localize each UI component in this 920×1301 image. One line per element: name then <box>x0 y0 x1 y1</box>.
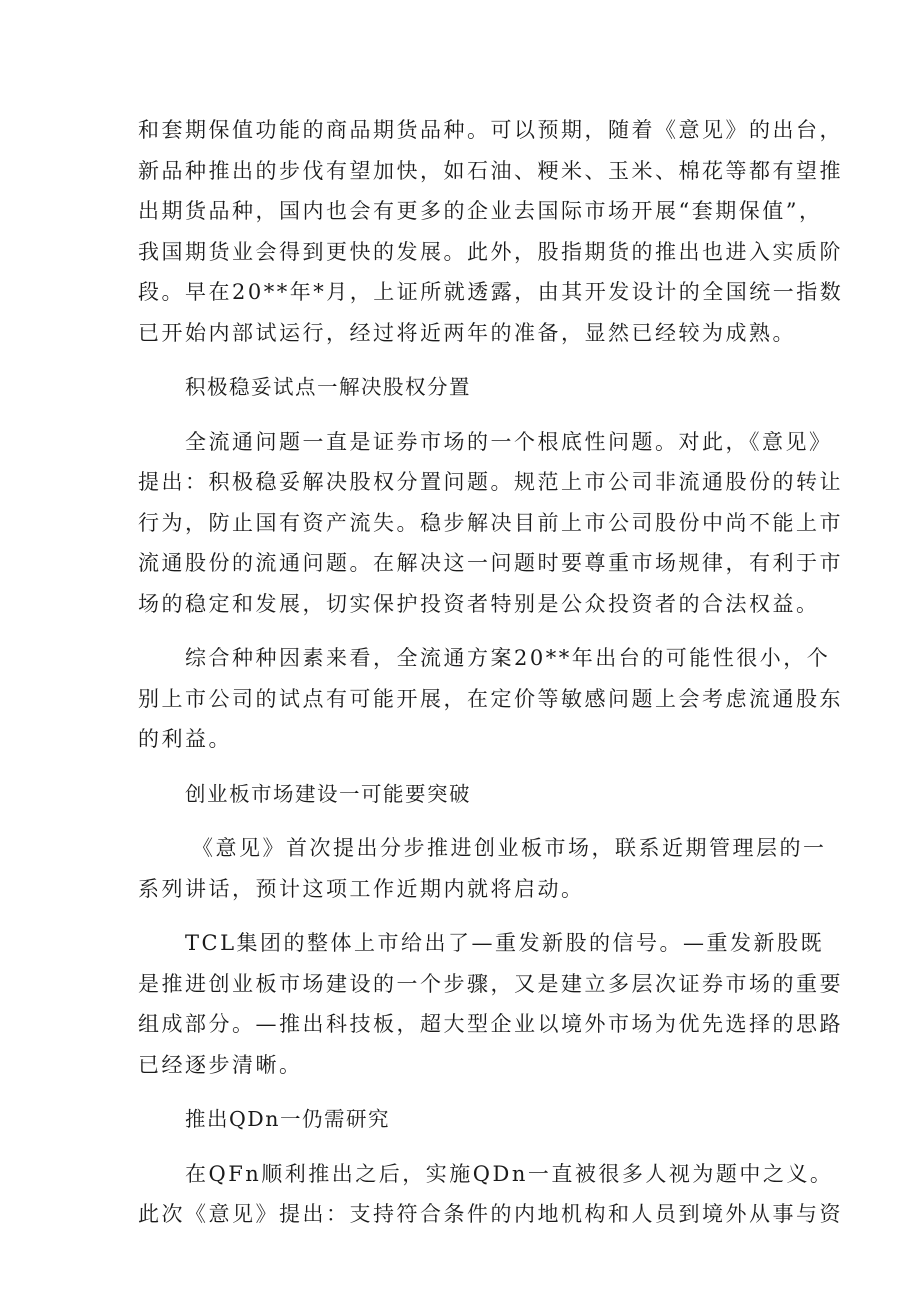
text-line: 段。早在20**年*月，上证所就透露，由其开发设计的全国统一指数 <box>138 280 844 304</box>
heading-text: 积极稳妥试点一解决股权分置 <box>185 375 471 399</box>
text-line: 和套期保值功能的商品期货品种。可以预期，随着《意见》的出台， <box>138 118 843 142</box>
text-line: 此次《意见》提出：支持符合条件的内地机构和人员到境外从事与资 <box>138 1202 843 1226</box>
text-line: 我国期货业会得到更快的发展。此外，股指期货的推出也进入实质阶 <box>138 239 843 264</box>
text-line: 出期货品种，国内也会有更多的企业去国际市场开展“套期保值”， <box>138 199 823 223</box>
heading-text: 创业板市场建设一可能要突破 <box>185 781 471 806</box>
paragraph-full-circulation <box>138 422 843 625</box>
text-line: 的利益。 <box>138 727 232 751</box>
text-line: 行为，防止国有资产流失。稳步解决目前上市公司股份中尚不能上市 <box>138 510 843 535</box>
text-line: 已经逐步清晰。 <box>138 1052 303 1077</box>
paragraph-qdii-discussion <box>138 1154 843 1235</box>
text-line: 是推进创业板市场建设的一个步骤，又是建立多层次证券市场的重要 <box>138 971 843 996</box>
section-heading-qdii <box>138 1099 788 1140</box>
paragraph-growth-board-plan <box>138 828 827 909</box>
section-heading-growth-board <box>138 774 788 815</box>
text-line: 流通股份的流通问题。在解决这一问题时要尊重市场规律，有利于市 <box>138 551 843 575</box>
section-heading-split-share <box>138 367 788 408</box>
text-line: 系列讲话，预计这项工作近期内就将启动。 <box>138 876 585 901</box>
text-line: 在QFn顺利推出之后，实施QDn一直被很多人视为题中之义。 <box>185 1161 834 1186</box>
document-body <box>138 110 844 1235</box>
text-line: TCL集团的整体上市给出了—重发新股的信号。—重发新股既 <box>185 931 825 955</box>
text-line: 已开始内部试运行，经过将近两年的准备，显然已经较为成熟。 <box>138 320 796 345</box>
paragraph-futures-outlook <box>138 110 844 353</box>
heading-text: 推出QDn一仍需研究 <box>185 1107 390 1131</box>
text-line: 新品种推出的步伐有望加快，如石油、粳米、玉米、棉花等都有望推 <box>138 158 843 183</box>
text-line: 提出：积极稳妥解决股权分置问题。规范上市公司非流通股份的转让 <box>138 470 843 494</box>
paragraph-tcl-listing <box>138 923 843 1085</box>
text-line: 综合种种因素来看，全流通方案20**年出台的可能性很小，个 <box>185 646 831 670</box>
paragraph-overall-factors <box>138 638 843 760</box>
text-line: 全流通问题一直是证券市场的一个根底性问题。对此，《意见》 <box>185 429 833 454</box>
text-line: 《意见》首次提出分步推进创业板市场，联系近期管理层的一 <box>192 836 827 860</box>
text-line: 场的稳定和发展，切实保护投资者特别是公众投资者的合法权益。 <box>138 591 820 616</box>
text-line: 组成部分。—推出科技板，超大型企业以境外市场为优先选择的思路 <box>138 1012 843 1036</box>
text-line: 别上市公司的试点有可能开展，在定价等敏感问题上会考虑流通股东 <box>138 686 843 711</box>
